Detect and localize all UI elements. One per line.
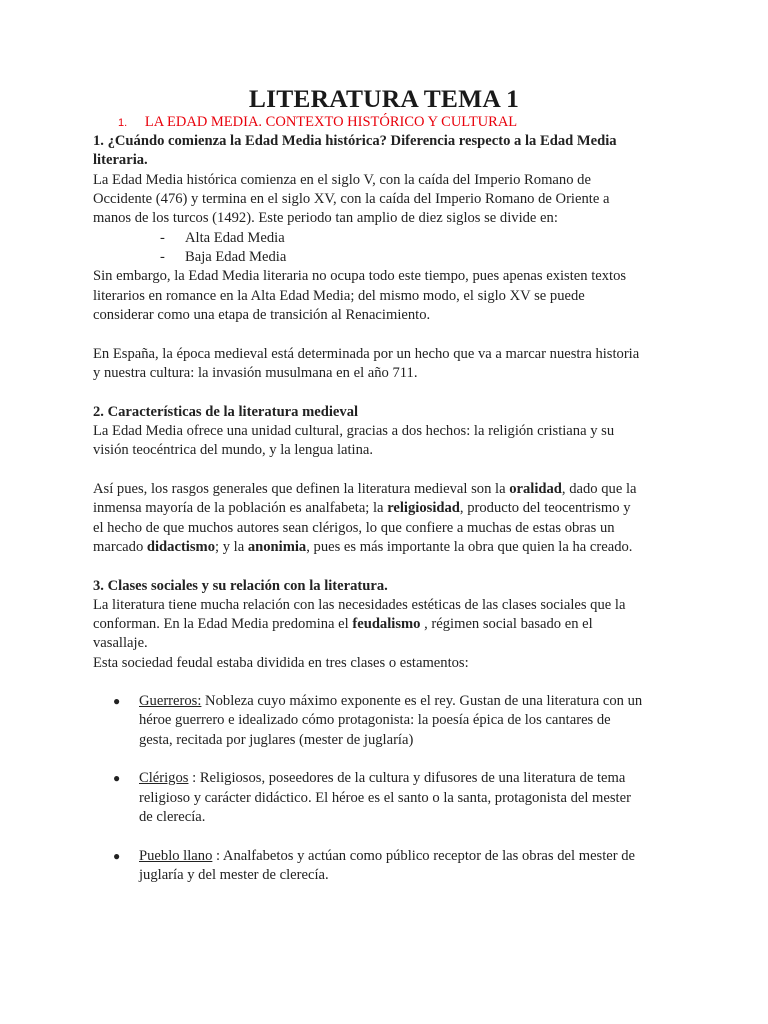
bullet-term: Guerreros:	[139, 693, 202, 709]
list-item-text: Alta Edad Media	[185, 230, 285, 246]
dash-marker: -	[160, 230, 165, 246]
term-anonimia: anonimia	[247, 539, 307, 555]
text-run: ; y la	[215, 539, 248, 555]
bullet-term: Clérigos	[139, 770, 189, 786]
section1-p2-line: considerar como una etapa de transición al Renacimiento.	[93, 307, 431, 323]
text-run: Así pues, los rasgos generales que definen la literatura medieval son la	[93, 481, 510, 497]
bullet-icon: ●	[113, 694, 121, 708]
bullet-item-line: juglaría y del mester de clerecía.	[139, 867, 329, 883]
bullet-icon: ●	[113, 849, 121, 863]
section1-p1-line: La Edad Media histórica comienza en el siglo V, con la caída del Imperio Romano de	[93, 172, 591, 188]
bullet-term: Pueblo llano	[139, 848, 213, 864]
section3-p1-line: La literatura tiene mucha relación con las necesidades estéticas de las clases sociales que la	[93, 597, 626, 613]
subtitle	[118, 114, 517, 131]
text-run: Nobleza cuyo máximo exponente es el rey. Gustan de una literatura con un	[201, 693, 643, 709]
bullet-item-line: de clerecía.	[139, 809, 206, 825]
text-run: : Analfabetos y actúan como público receptor de las obras del mester de	[212, 848, 636, 864]
section2-p2-line: el hecho de que muchos autores sean clérigos, lo que confiere a muchas de estas obras un	[93, 520, 615, 536]
section2-p1-line: La Edad Media ofrece una unidad cultural, gracias a dos hechos: la religión cristiana y su	[93, 423, 615, 439]
bullet-item-line	[139, 847, 679, 866]
section1-heading-line2: literaria.	[93, 152, 148, 168]
term-religiosidad: religiosidad	[387, 500, 460, 516]
section3-p1-line	[93, 615, 683, 634]
text-run: marcado	[93, 539, 147, 555]
section2-p2-line	[93, 538, 683, 557]
bullet-icon: ●	[113, 771, 121, 785]
text-run: , régimen social basado en el	[420, 616, 593, 632]
section1-p1-line: Occidente (476) y termina en el siglo XV, con la caída del Imperio Romano de Oriente a	[93, 191, 610, 207]
text-run: : Religiosos, poseedores de la cultura y difusores de una literatura de tema	[188, 770, 626, 786]
term-oralidad: oralidad	[509, 481, 562, 497]
section1-p3-line: En España, la época medieval está determinada por un hecho que va a marcar nuestra historia	[93, 346, 640, 362]
section3-heading: 3. Clases sociales y su relación con la literatura.	[93, 578, 388, 594]
list-item	[160, 248, 286, 267]
bullet-item-line: religioso y carácter didáctico. El héroe es el santo o la santa, protagonista del mester	[139, 790, 631, 806]
text-run: inmensa mayoría de la población es analfabeta; la	[93, 500, 388, 516]
section2-heading: 2. Características de la literatura medieval	[93, 404, 359, 420]
text-run: conforman. En la Edad Media predomina el	[93, 616, 353, 632]
section3-p1-line: Esta sociedad feudal estaba dividida en tres clases o estamentos:	[93, 655, 469, 671]
section1-p2-line: Sin embargo, la Edad Media literaria no ocupa todo este tiempo, pues apenas existen textos	[93, 268, 627, 284]
section1-p2-line: literarios en romance en la Alta Edad Media; del mismo modo, el siglo XV se puede	[93, 288, 585, 304]
document-title: LITERATURA TEMA 1	[248, 84, 520, 113]
text-run: , pues es más importante la obra que quien la ha creado.	[306, 539, 633, 555]
text-run: , producto del teocentrismo y	[459, 500, 631, 516]
subtitle-text: LA EDAD MEDIA. CONTEXTO HISTÓRICO Y CULTURAL	[144, 114, 518, 130]
term-didactismo: didactismo	[146, 539, 215, 555]
bullet-item-line	[139, 692, 679, 711]
list-item-text: Baja Edad Media	[185, 249, 287, 265]
subtitle-number: 1.	[118, 117, 128, 129]
section1-p3-line: y nuestra cultura: la invasión musulmana en el año 711.	[93, 365, 418, 381]
bullet-item-line: gesta, recitada por juglares (mester de juglaría)	[139, 732, 414, 748]
section1-heading-line1: 1. ¿Cuándo comienza la Edad Media histórica? Diferencia respecto a la Edad Media	[93, 133, 617, 149]
section1-p1-line: manos de los turcos (1492). Este periodo tan amplio de diez siglos se divide en:	[93, 210, 558, 226]
bullet-item-line	[139, 769, 679, 788]
section3-p1-line: vasallaje.	[93, 635, 148, 651]
text-run: , dado que la	[561, 481, 637, 497]
dash-marker: -	[160, 249, 165, 265]
section2-p2-line	[93, 499, 683, 518]
section2-p1-line: visión teocéntrica del mundo, y la lengua latina.	[93, 442, 374, 458]
bullet-item-line: héroe guerrero e idealizado cómo protagonista: la poesía épica de los cantares de	[139, 712, 611, 728]
term-feudalismo: feudalismo	[352, 616, 421, 632]
list-item	[160, 229, 285, 248]
section2-p2-line	[93, 480, 683, 499]
